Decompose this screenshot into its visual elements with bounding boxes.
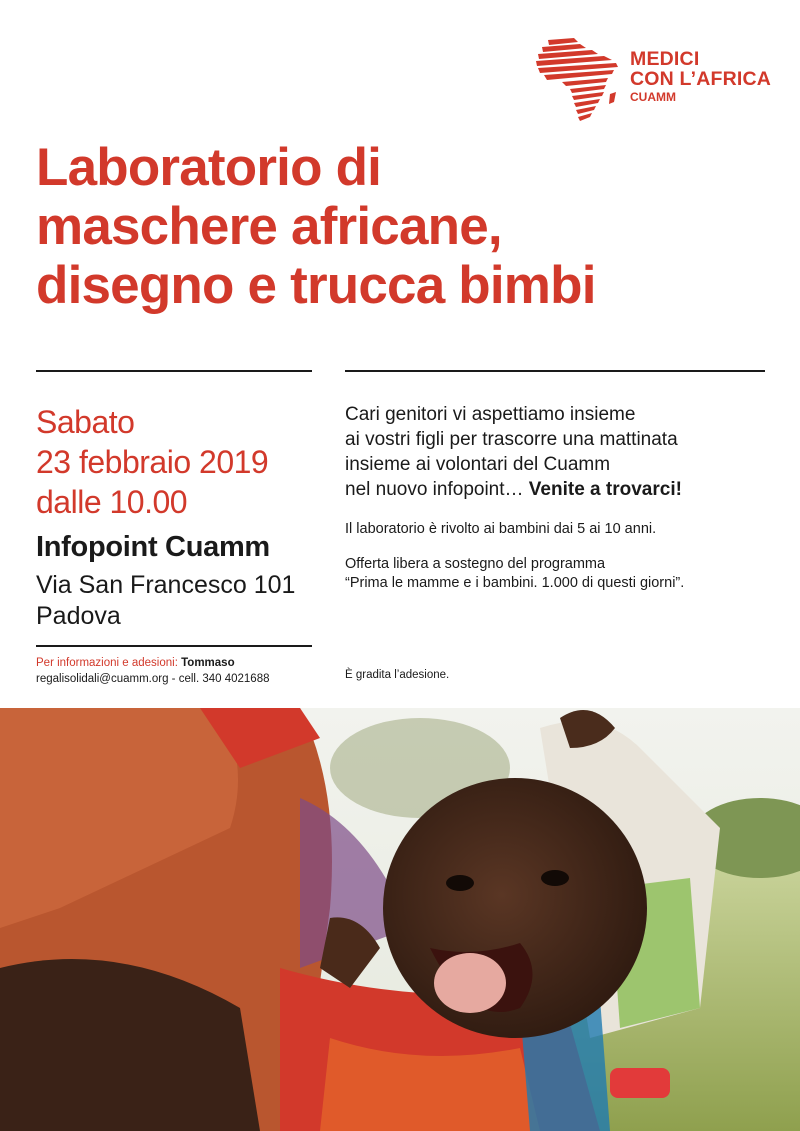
offer-text — [345, 555, 765, 593]
contact-name: Tommaso — [181, 657, 235, 669]
event-address — [36, 570, 295, 632]
event-venue: Infopoint Cuamm — [36, 531, 270, 563]
gradita-note: È gradita l’adesione. — [345, 669, 450, 681]
event-date-block — [36, 402, 268, 522]
logo-line-medici: MEDICI — [630, 48, 700, 70]
title-line-3: disegno e trucca bimbi — [36, 256, 596, 315]
offer-line-2: “Prima le mamme e i bambini. 1.000 di questi giorni”. — [345, 575, 685, 591]
event-date: 23 febbraio 2019 — [36, 444, 269, 480]
africa-map-icon — [534, 36, 624, 128]
intro-line-1: Cari genitori vi aspettiamo insieme — [345, 404, 636, 425]
title-line-1: Laboratorio di — [36, 138, 382, 197]
contact-info — [36, 655, 270, 687]
title-line-2: maschere africane, — [36, 197, 502, 256]
logo-line-con-lafrica: CON L’AFRICA — [630, 67, 772, 90]
intro-line-4 — [345, 477, 765, 502]
logo-line-cuamm: CUAMM — [630, 90, 676, 104]
contact-details: regalisolidali@cuamm.org - cell. 340 4021688 — [36, 673, 270, 685]
intro-text — [345, 402, 765, 502]
contact-label: Per informazioni e adesioni: — [36, 657, 178, 669]
intro-line-4-start: nel nuovo infopoint… — [345, 479, 529, 500]
cuamm-logo — [534, 36, 774, 126]
address-street: Via San Francesco 101 — [36, 571, 296, 599]
intro-line-4-bold: Venite a trovarci! — [528, 479, 682, 500]
page-title — [36, 138, 776, 315]
address-city: Padova — [36, 602, 121, 630]
description-column — [345, 402, 765, 593]
intro-line-3: insieme ai volontari del Cuamm — [345, 454, 611, 475]
hero-photo — [0, 708, 800, 1131]
intro-line-2: ai vostri figli per trascorre una mattinata — [345, 429, 678, 450]
divider-right-top — [345, 370, 765, 372]
event-day: Sabato — [36, 404, 135, 440]
divider-left-bottom — [36, 645, 312, 647]
divider-left-top — [36, 370, 312, 372]
smiling-baby-photo — [0, 708, 800, 1131]
offer-line-1: Offerta libera a sostegno del programma — [345, 556, 606, 572]
event-time: dalle 10.00 — [36, 484, 188, 520]
lab-note: Il laboratorio è rivolto ai bambini dai 5 ai 10 anni. — [345, 521, 657, 537]
